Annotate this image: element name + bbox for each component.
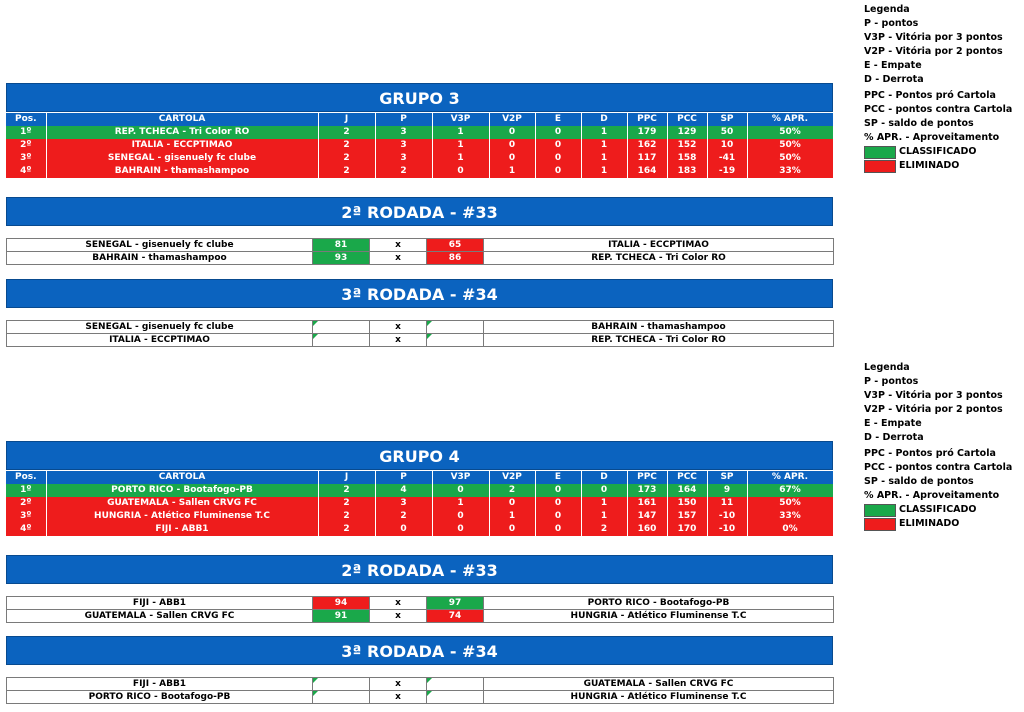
versus: x [370, 678, 427, 691]
rodada-3-title: 3ª RODADA - #34 [6, 636, 833, 665]
cell-e: 0 [535, 152, 581, 165]
cell-e: 0 [535, 126, 581, 139]
legend-item: D - Derrota [864, 432, 924, 443]
cell-pcc: 157 [667, 510, 707, 523]
away-score: 97 [427, 597, 484, 610]
away-score-input[interactable] [427, 321, 484, 334]
table-row [6, 165, 833, 178]
col-e: E [535, 113, 581, 126]
versus: x [370, 691, 427, 704]
cell-ppc: 162 [627, 139, 667, 152]
cell-v2p: 0 [489, 152, 535, 165]
legend-title: Legenda [864, 4, 910, 15]
match-row [7, 321, 834, 334]
cell-ppc: 179 [627, 126, 667, 139]
cell-j: 2 [318, 152, 375, 165]
away-team: PORTO RICO - Bootafogo-PB [484, 597, 834, 610]
cell-sp: 10 [707, 139, 747, 152]
cell-j: 2 [318, 139, 375, 152]
away-team: HUNGRIA - Atlético Fluminense T.C [484, 691, 834, 704]
versus: x [370, 321, 427, 334]
away-team: BAHRAIN - thamashampoo [484, 321, 834, 334]
legend-group-3 [864, 3, 1012, 173]
cell-e: 0 [535, 510, 581, 523]
cell-v3p: 0 [432, 523, 489, 536]
cell-e: 0 [535, 165, 581, 178]
legend-classified [864, 145, 1012, 159]
cell-v3p: 0 [432, 510, 489, 523]
cell-apr: 33% [747, 510, 833, 523]
rodada-2-title: 2ª RODADA - #33 [6, 555, 833, 584]
legend-classified [864, 503, 1012, 517]
table-row [6, 152, 833, 165]
col-sp: SP [707, 471, 747, 484]
home-score-input[interactable] [313, 678, 370, 691]
cell-apr: 50% [747, 152, 833, 165]
rodada-2-matches-group-3 [6, 238, 834, 265]
cell-ppc: 161 [627, 497, 667, 510]
rodada-2-title: 2ª RODADA - #33 [6, 197, 833, 226]
col-ppc: PPC [627, 113, 667, 126]
match-row [7, 678, 834, 691]
cell-v2p: 1 [489, 510, 535, 523]
cell-cartola: SENEGAL - gisenuely fc clube [46, 152, 318, 165]
cell-pcc: 150 [667, 497, 707, 510]
away-score-input[interactable] [427, 691, 484, 704]
col-v3p: V3P [432, 113, 489, 126]
classified-label: CLASSIFICADO [899, 504, 977, 515]
cell-pcc: 158 [667, 152, 707, 165]
away-team: GUATEMALA - Sallen CRVG FC [484, 678, 834, 691]
cell-v2p: 2 [489, 484, 535, 497]
cell-e: 0 [535, 497, 581, 510]
versus: x [370, 239, 427, 252]
cell-sp: -10 [707, 523, 747, 536]
cell-sp: 11 [707, 497, 747, 510]
match-row [7, 597, 834, 610]
cell-p: 3 [375, 139, 432, 152]
cell-v2p: 0 [489, 497, 535, 510]
legend-item: V2P - Vitória por 2 pontos [864, 46, 1003, 57]
home-team: BAHRAIN - thamashampoo [7, 252, 313, 265]
standings-header [6, 471, 833, 484]
cell-v3p: 1 [432, 139, 489, 152]
cell-d: 1 [581, 510, 627, 523]
versus: x [370, 610, 427, 623]
cell-pos: 4º [6, 523, 46, 536]
away-team: REP. TCHECA - Tri Color RO [484, 252, 834, 265]
col-v2p: V2P [489, 113, 535, 126]
legend-eliminated [864, 517, 1012, 531]
home-score: 81 [313, 239, 370, 252]
cell-v2p: 0 [489, 139, 535, 152]
cell-d: 1 [581, 126, 627, 139]
away-score: 65 [427, 239, 484, 252]
away-score: 86 [427, 252, 484, 265]
cell-v2p: 1 [489, 165, 535, 178]
legend-item: D - Derrota [864, 74, 924, 85]
cell-d: 1 [581, 497, 627, 510]
col-j: J [318, 471, 375, 484]
col-apr: % APR. [747, 113, 833, 126]
cell-d: 2 [581, 523, 627, 536]
cell-p: 2 [375, 165, 432, 178]
legend-item: V2P - Vitória por 2 pontos [864, 404, 1003, 415]
cell-pcc: 129 [667, 126, 707, 139]
rodada-3-matches-group-3 [6, 320, 834, 347]
home-score: 93 [313, 252, 370, 265]
cell-d: 1 [581, 139, 627, 152]
rodada-3-matches-group-4 [6, 677, 834, 704]
cell-j: 2 [318, 510, 375, 523]
match-row [7, 610, 834, 623]
versus: x [370, 334, 427, 347]
home-score-input[interactable] [313, 334, 370, 347]
cell-sp: 50 [707, 126, 747, 139]
match-row [7, 334, 834, 347]
match-row [7, 691, 834, 704]
rodada-3-title: 3ª RODADA - #34 [6, 279, 833, 308]
cell-d: 1 [581, 152, 627, 165]
cell-ppc: 160 [627, 523, 667, 536]
cell-apr: 50% [747, 139, 833, 152]
cell-sp: -10 [707, 510, 747, 523]
cell-e: 0 [535, 139, 581, 152]
cell-p: 0 [375, 523, 432, 536]
group-title: GRUPO 3 [6, 83, 833, 112]
cell-v2p: 0 [489, 523, 535, 536]
standings-table-group-4 [6, 471, 834, 536]
cell-ppc: 147 [627, 510, 667, 523]
col-ppc: PPC [627, 471, 667, 484]
eliminated-label: ELIMINADO [899, 160, 960, 171]
away-team: ITALIA - ECCPTIMAO [484, 239, 834, 252]
match-row [7, 252, 834, 265]
col-cartola: CARTOLA [46, 471, 318, 484]
cell-cartola: ITALIA - ECCPTIMAO [46, 139, 318, 152]
cell-p: 3 [375, 126, 432, 139]
legend-item: PPC - Pontos pró Cartola [864, 90, 996, 101]
cell-apr: 50% [747, 126, 833, 139]
cell-p: 2 [375, 510, 432, 523]
versus: x [370, 597, 427, 610]
cell-j: 2 [318, 165, 375, 178]
cell-j: 2 [318, 523, 375, 536]
cell-cartola: HUNGRIA - Atlético Fluminense T.C [46, 510, 318, 523]
standings-header [6, 113, 833, 126]
cell-pos: 1º [6, 126, 46, 139]
legend-item: % APR. - Aproveitamento [864, 132, 1000, 143]
cell-cartola: GUATEMALA - Sallen CRVG FC [46, 497, 318, 510]
cell-sp: -19 [707, 165, 747, 178]
col-v3p: V3P [432, 471, 489, 484]
cell-v3p: 1 [432, 152, 489, 165]
classified-swatch [864, 504, 896, 517]
col-pcc: PCC [667, 113, 707, 126]
cell-pos: 1º [6, 484, 46, 497]
col-sp: SP [707, 113, 747, 126]
cell-apr: 33% [747, 165, 833, 178]
legend-item: % APR. - Aproveitamento [864, 490, 1000, 501]
cell-cartola: PORTO RICO - Bootafogo-PB [46, 484, 318, 497]
legend-item: P - pontos [864, 18, 919, 29]
cell-v3p: 0 [432, 484, 489, 497]
cell-e: 0 [535, 484, 581, 497]
cell-pos: 4º [6, 165, 46, 178]
away-score-input[interactable] [427, 678, 484, 691]
eliminated-swatch [864, 518, 896, 531]
legend-item: E - Empate [864, 60, 922, 71]
col-pos: Pos. [6, 471, 46, 484]
cell-v2p: 0 [489, 126, 535, 139]
cell-d: 1 [581, 165, 627, 178]
classified-label: CLASSIFICADO [899, 146, 977, 157]
cell-sp: -41 [707, 152, 747, 165]
table-row [6, 126, 833, 139]
away-team: REP. TCHECA - Tri Color RO [484, 334, 834, 347]
legend-eliminated [864, 159, 1012, 173]
cell-pcc: 170 [667, 523, 707, 536]
cell-p: 3 [375, 152, 432, 165]
cell-ppc: 117 [627, 152, 667, 165]
col-j: J [318, 113, 375, 126]
table-row [6, 139, 833, 152]
cell-p: 3 [375, 497, 432, 510]
home-team: ITALIA - ECCPTIMAO [7, 334, 313, 347]
group-title: GRUPO 4 [6, 441, 833, 470]
col-p: P [375, 113, 432, 126]
home-team: SENEGAL - gisenuely fc clube [7, 239, 313, 252]
cell-pcc: 152 [667, 139, 707, 152]
eliminated-swatch [864, 160, 896, 173]
cell-j: 2 [318, 126, 375, 139]
legend-title: Legenda [864, 362, 910, 373]
cell-pcc: 183 [667, 165, 707, 178]
cell-j: 2 [318, 497, 375, 510]
cell-ppc: 164 [627, 165, 667, 178]
table-row [6, 497, 833, 510]
legend-item: SP - saldo de pontos [864, 476, 974, 487]
home-score-input[interactable] [313, 691, 370, 704]
cell-apr: 67% [747, 484, 833, 497]
legend-item: PCC - pontos contra Cartola [864, 104, 1013, 115]
home-team: PORTO RICO - Bootafogo-PB [7, 691, 313, 704]
home-team: SENEGAL - gisenuely fc clube [7, 321, 313, 334]
home-team: GUATEMALA - Sallen CRVG FC [7, 610, 313, 623]
col-p: P [375, 471, 432, 484]
cell-ppc: 173 [627, 484, 667, 497]
table-row [6, 523, 833, 536]
cell-v3p: 1 [432, 126, 489, 139]
home-team: FIJI - ABB1 [7, 597, 313, 610]
legend-item: P - pontos [864, 376, 919, 387]
col-pos: Pos. [6, 113, 46, 126]
legend-item: V3P - Vitória por 3 pontos [864, 32, 1003, 43]
cell-sp: 9 [707, 484, 747, 497]
col-cartola: CARTOLA [46, 113, 318, 126]
legend-item: V3P - Vitória por 3 pontos [864, 390, 1003, 401]
legend-item: SP - saldo de pontos [864, 118, 974, 129]
col-d: D [581, 471, 627, 484]
cell-cartola: REP. TCHECA - Tri Color RO [46, 126, 318, 139]
cell-e: 0 [535, 523, 581, 536]
legend-item: PCC - pontos contra Cartola [864, 462, 1013, 473]
away-team: HUNGRIA - Atlético Fluminense T.C [484, 610, 834, 623]
cell-apr: 50% [747, 497, 833, 510]
classified-swatch [864, 146, 896, 159]
home-score: 94 [313, 597, 370, 610]
cell-v3p: 1 [432, 497, 489, 510]
cell-pcc: 164 [667, 484, 707, 497]
eliminated-label: ELIMINADO [899, 518, 960, 529]
home-team: FIJI - ABB1 [7, 678, 313, 691]
away-score: 74 [427, 610, 484, 623]
col-pcc: PCC [667, 471, 707, 484]
cell-d: 0 [581, 484, 627, 497]
away-score-input[interactable] [427, 334, 484, 347]
standings-table-group-3 [6, 113, 834, 178]
col-v2p: V2P [489, 471, 535, 484]
home-score-input[interactable] [313, 321, 370, 334]
legend-item: E - Empate [864, 418, 922, 429]
col-e: E [535, 471, 581, 484]
col-apr: % APR. [747, 471, 833, 484]
cell-pos: 2º [6, 139, 46, 152]
cell-pos: 3º [6, 510, 46, 523]
cell-cartola: FIJI - ABB1 [46, 523, 318, 536]
cell-p: 4 [375, 484, 432, 497]
table-row [6, 510, 833, 523]
home-score: 91 [313, 610, 370, 623]
cell-pos: 2º [6, 497, 46, 510]
legend-item: PPC - Pontos pró Cartola [864, 448, 996, 459]
cell-apr: 0% [747, 523, 833, 536]
legend-group-4 [864, 361, 1012, 531]
cell-pos: 3º [6, 152, 46, 165]
cell-j: 2 [318, 484, 375, 497]
cell-v3p: 0 [432, 165, 489, 178]
rodada-2-matches-group-4 [6, 596, 834, 623]
match-row [7, 239, 834, 252]
versus: x [370, 252, 427, 265]
cell-cartola: BAHRAIN - thamashampoo [46, 165, 318, 178]
table-row [6, 484, 833, 497]
col-d: D [581, 113, 627, 126]
